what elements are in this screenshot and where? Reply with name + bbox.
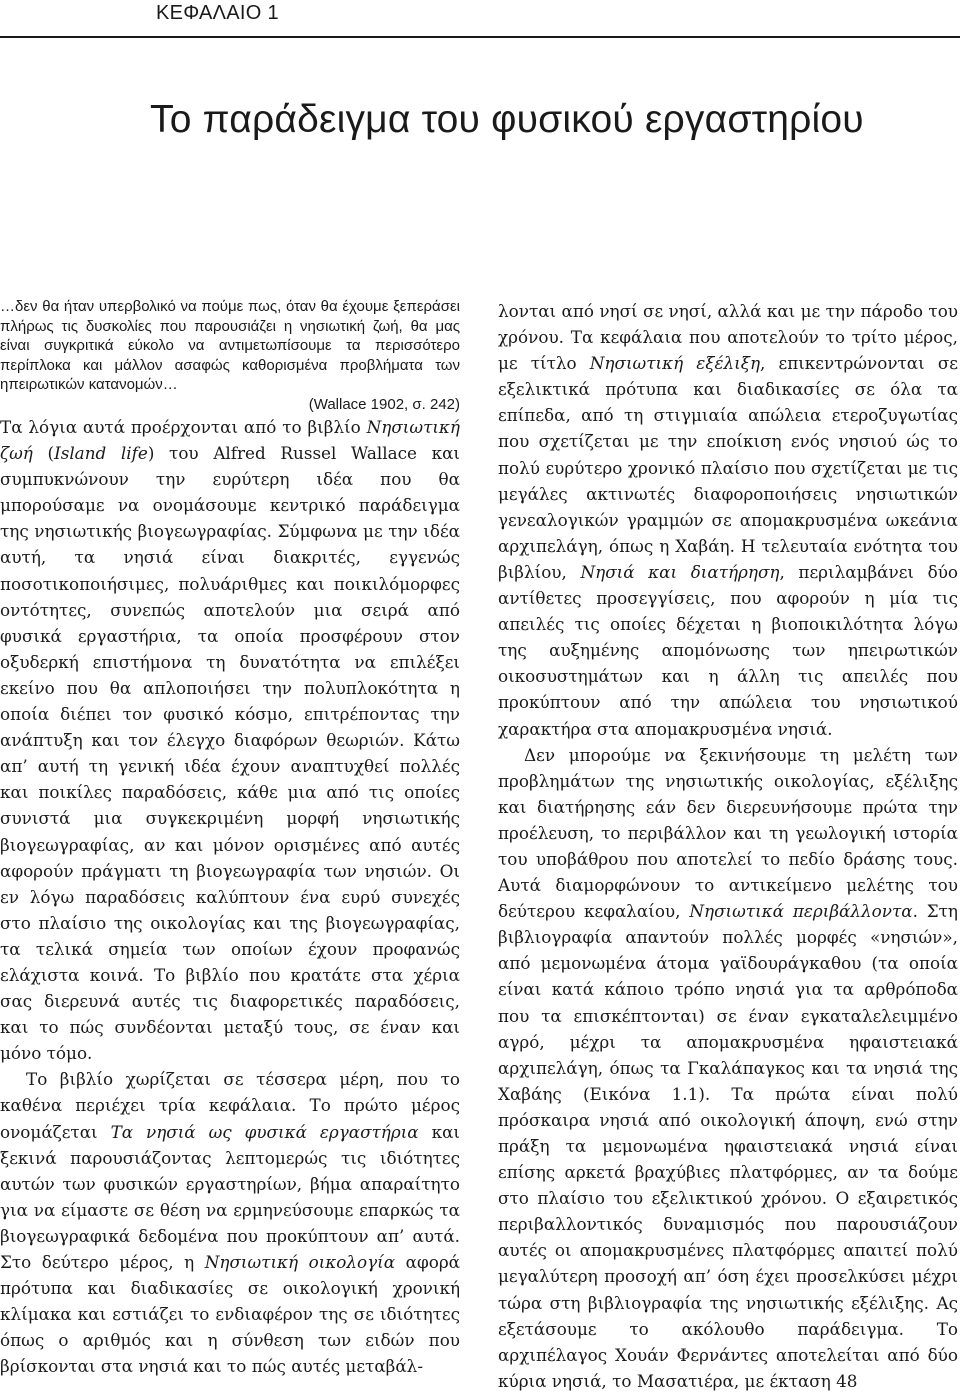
part-title-italic: Νησιωτική εξέλιξη — [589, 353, 761, 374]
text-run: και ξεκινά παρουσιάζοντας λεπτομερώς τις ιδιότητες αυτών των φυσικών εργαστηρίων, βήμα απαραίτητο για να είμαστε σε θέση να ερμηνεύσουμε επαρκώς τα βιογεωγραφικά δεδομένα που προκύπτουν απ’ αυτά. Στο δεύτερο μέρος, η — [0, 1121, 460, 1272]
text-run: . Στη βιβλιογραφία απαντούν πολλές μορφές «νησιών», από μεμονωμένα άτομα γαϊδουράγκαθου (τα οποία είναι κατά κάποιο τρόπο νησιά για τα αρθρόποδα που τα επισκέπτονται) σε έναν εγκαταλελειμμένο αγρό, μέχρι τα απομακρυσμένα ηφαιστειακά αρχιπελάγη, όπως τα Γκαλάπαγκος και τα νησιά της Χαβάης (Εικόνα 1.1). Τα πρώτα είναι πολύ πρόσκαιρα νησιά από οικολογική άποψη, ενώ στην πράξη τα μεμονωμένα ηφαιστειακά νησιά είναι επίσης αρκετά βραχύβιες πλατφόρμες, αν τα δούμε στο πλαίσιο του εξελικτικού χρόνου. Ο εξαιρετικός περιβαλλοντικός δυναμισμός που παρουσιάζουν αυτές οι απομακρυσμένες πλατφόρμες απαιτεί πολύ μεγαλύτερη προσοχή απ’ όση έχει προσελκύσει μέχρι τώρα στη βιβλιογραφία της νησιωτικής εξέλιξης. Ας εξετάσουμε το ακόλουθο παράδειγμα. Το αρχιπέλαγος Χουάν Φερνάντες αποτελείται από δύο κύρια νησιά, το Μασατιέρα, με έκταση 48 — [498, 901, 958, 1391]
text-run: Δεν μπορούμε να ξεκινήσουμε τη μελέτη των προβλημάτων της νησιωτικής οικολογίας, εξέλιξης και διατήρησης εάν δεν διερευνήσουμε πρώτα την προέλευση, το περιβάλλον και τη γεωλογική ιστορία του υποβάθρου που αποτελεί το πεδίο δράσης τους. Αυτά διαμορφώνουν το αντικείμενο μελέτης του δεύτερου κεφαλαίου, — [498, 744, 958, 922]
left-column — [0, 297, 460, 1379]
text-run: ( — [32, 443, 55, 464]
chapter-title-italic: Νησιωτικά περιβάλλοντα — [689, 901, 913, 922]
chapter-label: ΚΕΦΑΛΑΙΟ 1 — [156, 2, 279, 24]
body-paragraph — [498, 742, 958, 1394]
body-paragraph — [0, 414, 460, 1066]
chapter-title: Το παράδειγμα του φυσικού εργαστηρίου — [150, 98, 864, 141]
book-title-italic: Island life — [54, 443, 148, 464]
epigraph-quote: …δεν θα ήταν υπερβολικό να πούμε πως, όταν θα έχουμε ξεπεράσει πλήρως τις δυσκολίες που παρουσιάζει η νησιωτική ζωή, θα μας είναι συγκριτικά εύκολο να αντιμετωπίσουμε τα περισσότερο περίπλοκα και μάλλον ασαφώς καθορισμένα προβλήματα των ηπειρωτικών κατανομών… — [0, 298, 460, 393]
book-title-italic: Νησιωτική ζωή — [0, 417, 460, 464]
body-paragraph — [0, 1066, 460, 1379]
part-title-italic: Νησιά και διατήρηση — [580, 561, 780, 582]
chapter-header-bar — [0, 0, 960, 38]
text-run: , περιλαμβάνει δύο αντίθετες προσεγγίσεις, που αφορούν η μία τις απειλές τις οποίες δέχεται η βιοποικιλότητα λόγω της αυξημένης απομόνωσης των ηπειρωτικών οικοσυστημάτων και η άλλη τις απειλές που προκύπτουν από την απώλεια του νησιωτικού χαρακτήρα στα απομακρυσμένα νησιά. — [498, 561, 958, 739]
body-paragraph — [498, 298, 958, 742]
part-title-italic: Νησιωτική οικολογία — [204, 1252, 396, 1272]
part-title-italic: Τα νησιά ως φυσικά εργαστήρια — [110, 1121, 419, 1142]
text-run: Το βιβλίο χωρίζεται σε τέσσερα μέρη, που το καθένα περιέχει τρία κεφάλαια. Το πρώτο μέρος ονομάζεται — [0, 1069, 460, 1142]
text-run: Τα λόγια αυτά προέρχονται από το βιβλίο — [0, 417, 367, 437]
text-run: , επικεντρώνονται σε εξελικτικά πρότυπα και διαδικασίες σε όλα τα επίπεδα, από τη στιγμιαία απώλεια ετεροζυγωτίας που σχετίζεται με την εποίκιση ενός νησιού ώς το πολύ ευρύτερο χρονικό πλαίσιο που σχετίζεται με τις μεγάλες ακτινωτές διαφοροποιήσεις νησιωτικών γενεαλογικών γραμμών σε απομακρυσμένα ωκεάνια αρχιπελάγη, όπως η Χαβάη. Η τελευταία ενότητα του βιβλίου, — [498, 353, 958, 582]
text-run: ) του Alfred Russel Wallace και συμπυκνώνουν την ευρύτερη ιδέα που θα μπορούσαμε να ονομάσουμε κεντρικό παράδειγμα της νησιωτικής βιογεωγραφίας. Σύμφωνα με την ιδέα αυτή, τα νησιά είναι διακριτές, εγγενώς ποσοτικοποιήσιμες, πολυάριθμες και ποικιλόμορφες οντότητες, συνεπώς αποτελούν μια σειρά από φυσικά εργαστήρια, τα οποία προσφέρουν στον οξυδερκή επιστήμονα τη δυνατότητα να επιλέξει εκείνο που θα απλοποιήσει την πολυπλοκότητα η οποία διέπει τον φυσικό κόσμο, επιτρέποντας την ανάπτυξη και τον έλεγχο διαφόρων θεωριών. Κάτω απ’ αυτή τη γενική ιδέα έχουν αναπτυχθεί πολλές και ποικίλες παραδόσεις, κάθε μια από τις οποίες συνιστά μια συγκεκριμένη μορφή νησιωτικής βιογεωγραφίας, αν και μόνον ορισμένες από αυτές αφορούν πράγματι τη βιογεωγραφία των νησιών. Οι εν λόγω παραδόσεις καλύπτουν ένα ευρύ συνεχές στο πλαίσιο της οικολογίας και της βιογεωγραφίας, τα τελικά σημεία των οποίων έχουν προφανώς ελάχιστα κοινά. Το βιβλίο που κρατάτε στα χέρια σας διερευνά αυτές τις διαφορετικές παραδόσεις, και το πώς συνδέονται μεταξύ τους, σε έναν και μόνο τόμο. — [0, 443, 460, 1064]
epigraph-citation: (Wallace 1902, σ. 242) — [308, 395, 460, 413]
text-run: λονται από νησί σε νησί, αλλά και με την πάροδο του χρόνου. Τα κεφάλαια που αποτελούν το τρίτο μέρος, με τίτλο — [498, 301, 958, 374]
right-column — [498, 298, 958, 1394]
text-run: αφορά πρότυπα και διαδικασίες σε οικολογική χρονική κλίμακα και εστιάζει το ενδιαφέρον της σε ιδιότητες όπως ο αριθμός και η σύνθεση των ειδών που βρίσκονται στα νησιά και το πώς αυτές μεταβάλ- — [0, 1252, 461, 1377]
